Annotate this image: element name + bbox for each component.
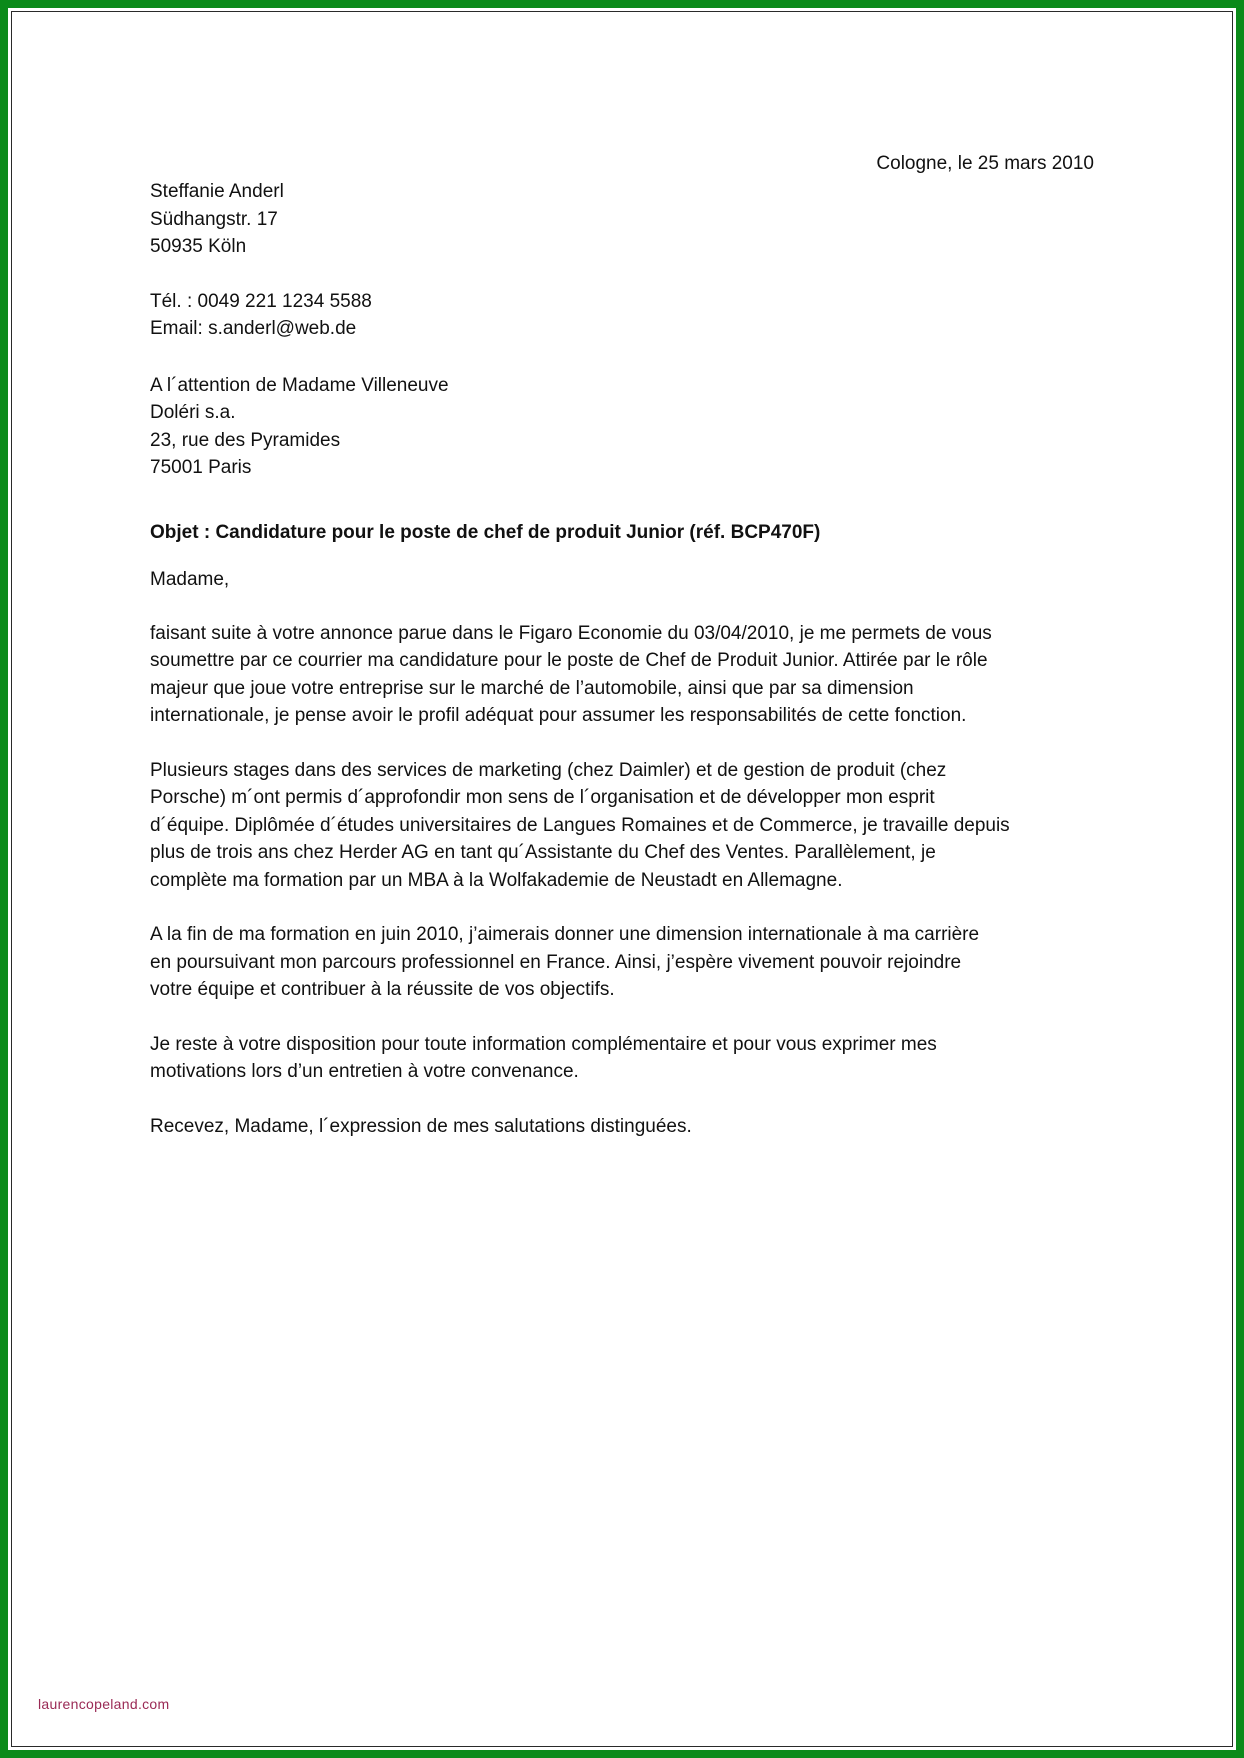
recipient-street: 23, rue des Pyramides xyxy=(150,429,341,451)
sender-street: Südhangstr. 17 xyxy=(150,208,278,230)
paragraph-4 xyxy=(150,1031,1100,1086)
paragraph-line: A la fin de ma formation en juin 2010, j’aimerais donner une dimension internationale à ma carrière xyxy=(150,924,980,945)
sender-name: Steffanie Anderl xyxy=(150,181,284,202)
paragraph-line: soumettre par ce courrier ma candidature pour le poste de Chef de Produit Junior. Attirée par le rôle xyxy=(150,650,988,671)
subject-line: Objet : Candidature pour le poste de chef de produit Junior (réf. BCP470F) xyxy=(150,521,821,543)
recipient-city: 75001 Paris xyxy=(150,457,252,478)
paragraph-line: complète ma formation par un MBA à la Wolfakademie de Neustadt en Allemagne. xyxy=(150,869,843,891)
paragraph-2 xyxy=(150,757,1100,895)
recipient-block xyxy=(150,372,1100,482)
paragraph-line: Recevez, Madame, l´expression de mes salutations distinguées. xyxy=(150,1115,692,1137)
date-line: Cologne, le 25 mars 2010 xyxy=(876,153,1094,174)
salutation: Madame, xyxy=(150,569,230,590)
paragraph-line: votre équipe et contribuer à la réussite de vos objectifs. xyxy=(150,979,615,1000)
paragraph-line: Je reste à votre disposition pour toute information complémentaire et pour vous exprimer mes xyxy=(150,1033,937,1055)
sender-city: 50935 Köln xyxy=(150,236,247,257)
watermark-text: laurencopeland.com xyxy=(38,1696,170,1712)
sender-block xyxy=(150,178,1100,343)
paragraph-line: plus de trois ans chez Herder AG en tant qu´Assistante du Chef des Ventes. Parallèlement, je xyxy=(150,842,936,863)
paragraph-line: Porsche) m´ont permis d´approfondir mon sens de l´organisation et de développer mon esprit xyxy=(150,787,935,808)
paragraph-line: internationale, je pense avoir le profil adéquat pour assumer les responsabilités de cette fonction. xyxy=(150,705,967,726)
paragraph-3 xyxy=(150,921,1100,1004)
paragraph-line: d´équipe. Diplômée d´études universitaires de Langues Romaines et de Commerce, je travaille depuis xyxy=(150,814,1010,836)
sender-phone: Tél. : 0049 221 1234 5588 xyxy=(150,290,372,312)
paragraph-line: motivations lors d’un entretien à votre convenance. xyxy=(150,1061,579,1082)
recipient-attention: A l´attention de Madame Villeneuve xyxy=(150,374,449,396)
paragraph-line: majeur que joue votre entreprise sur le marché de l’automobile, ainsi que par sa dimension xyxy=(150,677,914,699)
paragraph-line: en poursuivant mon parcours professionnel en France. Ainsi, j’espère vivement pouvoir rejoindre xyxy=(150,951,962,973)
closing-paragraph xyxy=(150,1113,1100,1141)
sender-email: Email: s.anderl@web.de xyxy=(150,318,357,339)
paragraph-line: Plusieurs stages dans des services de marketing (chez Daimler) et de gestion de produit (chez xyxy=(150,759,947,781)
paragraph-1 xyxy=(150,620,1100,730)
recipient-company: Doléri s.a. xyxy=(150,402,236,423)
letter-body xyxy=(150,150,1100,1140)
paragraph-line: faisant suite à votre annonce parue dans le Figaro Economie du 03/04/2010, je me permets de vous xyxy=(150,622,992,644)
